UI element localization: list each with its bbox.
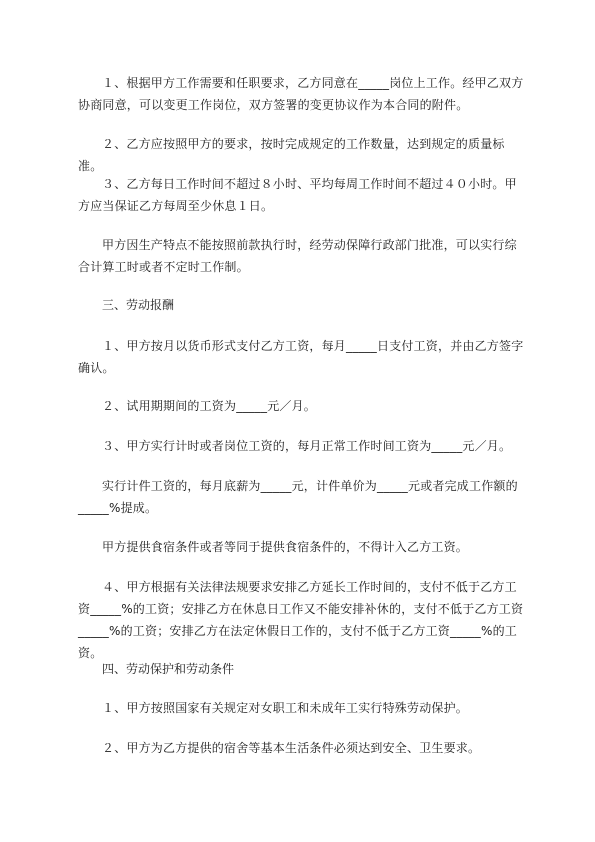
section-heading-remuneration: 三、劳动报酬 — [102, 298, 175, 312]
section-heading-labor-protection: 四、劳动保护和劳动条件 — [102, 662, 235, 676]
paragraph-dormitory: ２、甲方为乙方提供的宿舍等基本生活条件必须达到安全、卫生要求。 — [102, 741, 481, 755]
paragraph-overtime-pay: ４、甲方根据有关法律法规要求安排乙方延长工作时间的，支付不低于乙方工资_____%的工资；安排乙方在休息日工作又不能安排补休的，支付不低于乙方工资_____%的工资；安排乙方在法定休假日工作的，支付不低于乙方工资_____%的工资。 — [78, 580, 524, 660]
paragraph-job-position: １、根据甲方工作需要和任职要求，乙方同意在_____岗位上工作。经甲乙双方协商同意，可以变更工作岗位，双方签署的变更协议作为本合同的附件。 — [78, 76, 524, 112]
paragraph-special-protection: １、甲方按照国家有关规定对女职工和未成年工实行特殊劳动保护。 — [102, 701, 469, 715]
paragraph-hourly-pay: ３、甲方实行计时或者岗位工资的，每月正常工作时间工资为_____元／月。 — [102, 439, 512, 453]
paragraph-probation-pay: ２、试用期期间的工资为_____元／月。 — [102, 399, 317, 413]
paragraph-piece-rate: 实行计件工资的，每月底薪为_____元，计件单价为_____元或者完成工作额的_____%提成。 — [78, 479, 518, 515]
paragraph-working-hours: ３、乙方每日工作时间不超过８小时、平均每周工作时间不超过４０小时。甲方应当保证乙方每周至少休息１日。 — [78, 177, 517, 213]
paragraph-flexible-hours: 甲方因生产特点不能按照前款执行时，经劳动保障行政部门批准，可以实行综合计算工时或者不定时工作制。 — [78, 238, 517, 274]
paragraph-board-lodging: 甲方提供食宿条件或者等同于提供食宿条件的，不得计入乙方工资。 — [102, 540, 469, 554]
paragraph-monthly-pay: １、甲方按月以货币形式支付乙方工资，每月_____日支付工资，并由乙方签字确认。 — [78, 339, 524, 375]
paragraph-work-quantity: ２、乙方应按照甲方的要求，按时完成规定的工作数量，达到规定的质量标准。 — [78, 137, 505, 173]
